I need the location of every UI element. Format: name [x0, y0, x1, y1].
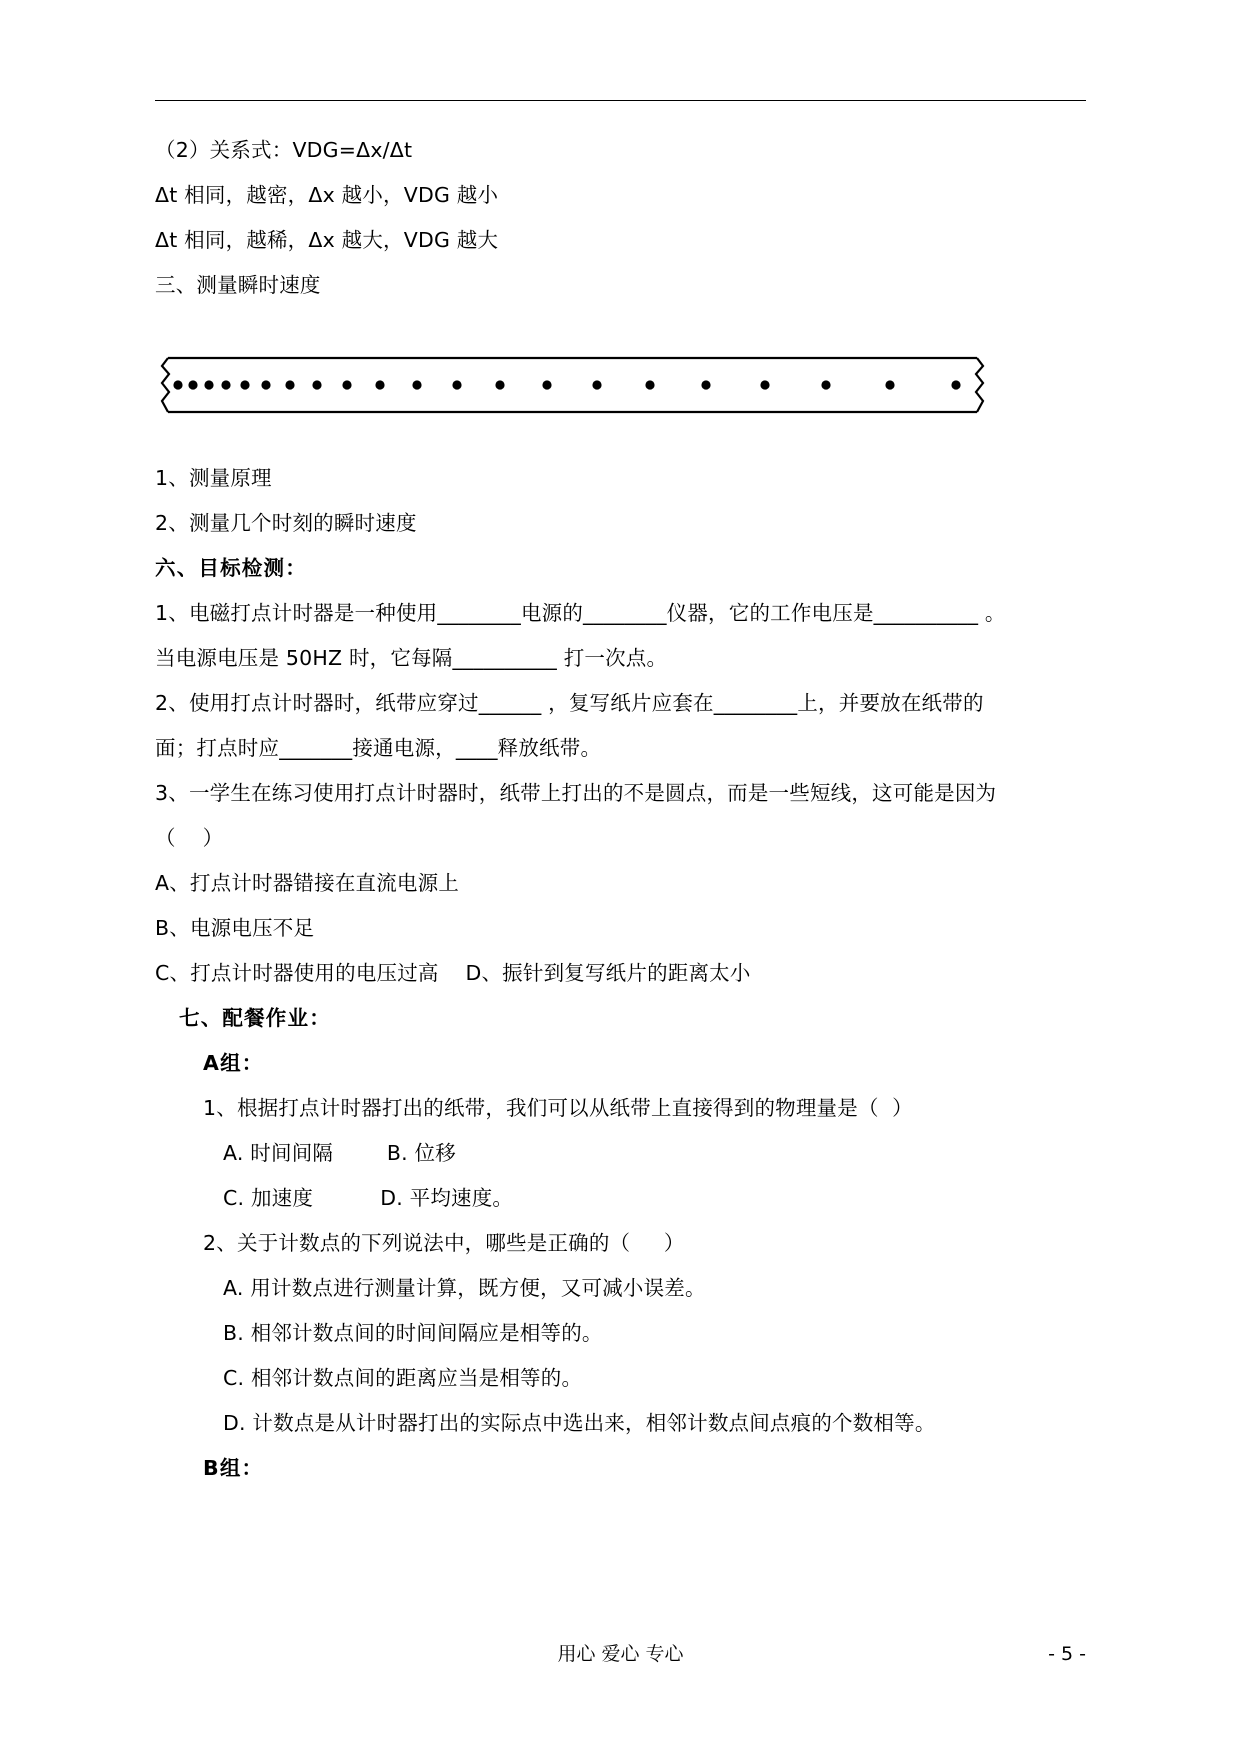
paragraph-denser-smaller: Δt 相同，越密，Δx 越小，VDG 越小 — [155, 183, 499, 207]
group-a-question-1: 1、根据打点计时器打出的纸带，我们可以从纸带上直接得到的物理量是（ ） — [203, 1096, 913, 1120]
group-a-q2-option-d: D. 计数点是从计时器打出的实际点中选出来，相邻计数点间点痕的个数相等。 — [223, 1411, 936, 1435]
paragraph-measure-instant-velocity: 2、测量几个时刻的瞬时速度 — [155, 511, 417, 535]
question-1-line-2: 当电源电压是 50HZ 时，它每隔__________ 打一次点。 — [155, 646, 668, 670]
question-3-option-cd: C、打点计时器使用的电压过高 D、振针到复写纸片的距离太小 — [155, 961, 751, 985]
footer-slogan: 用心 爱心 专心 — [557, 1643, 684, 1665]
group-a-q2-option-a: A. 用计数点进行测量计算，既方便，又可减小误差。 — [223, 1276, 706, 1300]
ticker-tape-graphic — [160, 354, 985, 416]
section-heading-three: 三、测量瞬时速度 — [155, 273, 321, 297]
paragraph-sparser-larger: Δt 相同，越稀，Δx 越大，VDG 越大 — [155, 228, 499, 252]
question-3-option-a: A、打点计时器错接在直流电源上 — [155, 871, 460, 895]
paragraph-relation-formula: （2）关系式：VDG=Δx/Δt — [155, 138, 413, 162]
page-number: - 5 - — [1048, 1643, 1086, 1665]
page-footer — [155, 1642, 1086, 1666]
question-3-answer-blank: （ ） — [155, 826, 224, 850]
section-heading-six: 六、目标检测： — [155, 556, 307, 580]
group-a-question-2: 2、关于计数点的下列说法中，哪些是正确的（ ） — [203, 1231, 685, 1255]
document-body — [155, 128, 1086, 1491]
ticker-tape-figure — [155, 326, 1086, 446]
question-2-line-1: 2、使用打点计时器时，纸带应穿过______ ，复写纸片应套在________上，并要放在纸带的 — [155, 691, 984, 715]
header-divider — [155, 100, 1086, 101]
group-a-q1-options-cd: C. 加速度 D. 平均速度。 — [223, 1186, 514, 1210]
question-3-option-b: B、电源电压不足 — [155, 916, 315, 940]
question-1-line-1: 1、电磁打点计时器是一种使用________电源的________仪器，它的工作电压是__________ 。 — [155, 601, 1006, 625]
group-a-q1-options-ab: A. 时间间隔 B. 位移 — [223, 1141, 456, 1165]
paragraph-measurement-principle: 1、测量原理 — [155, 466, 272, 490]
group-a-heading: A组： — [203, 1051, 264, 1075]
group-a-q2-option-c: C. 相邻计数点间的距离应当是相等的。 — [223, 1366, 583, 1390]
section-heading-seven: 七、配餐作业： — [179, 1006, 331, 1030]
group-b-heading: B组： — [203, 1456, 264, 1480]
question-2-line-2: 面；打点时应_______接通电源，____释放纸带。 — [155, 736, 602, 760]
group-a-q2-option-b: B. 相邻计数点间的时间间隔应是相等的。 — [223, 1321, 603, 1345]
question-3-line-1: 3、一学生在练习使用打点计时器时，纸带上打出的不是圆点，而是一些短线，这可能是因为 — [155, 781, 997, 805]
